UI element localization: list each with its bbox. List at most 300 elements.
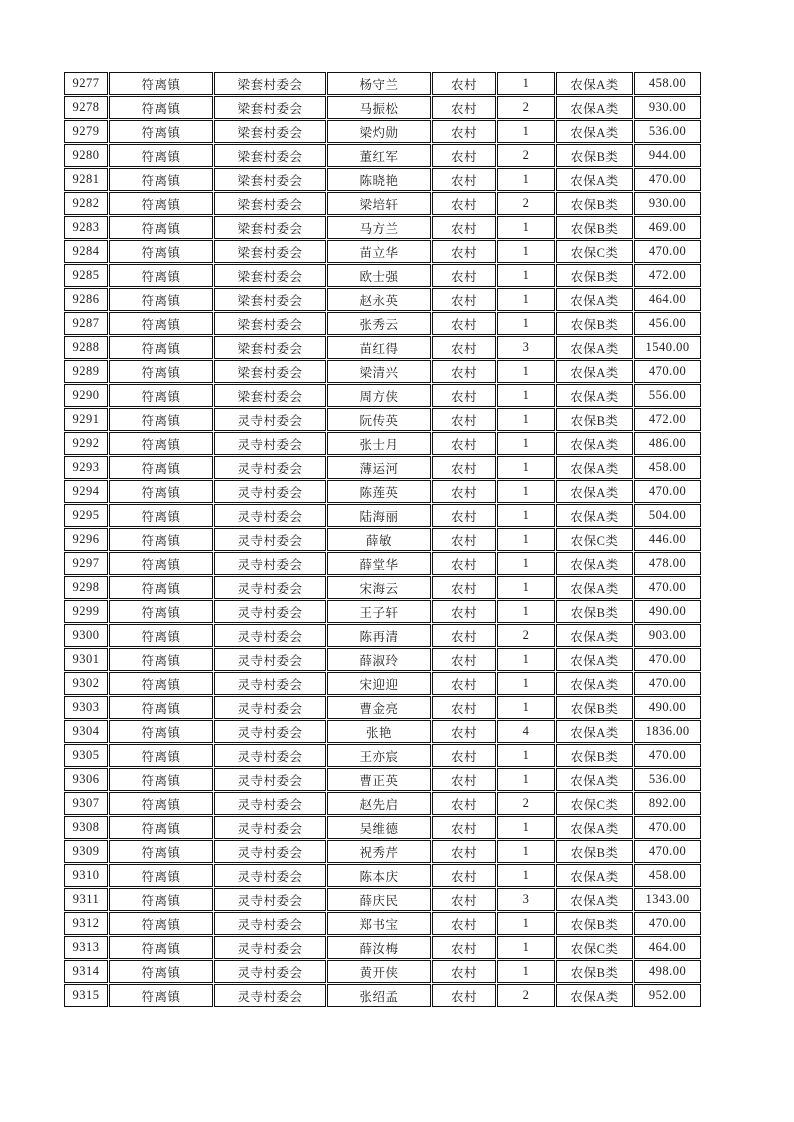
cell-category: 农保B类	[556, 216, 633, 239]
cell-category: 农保A类	[556, 72, 633, 95]
cell-id: 9288	[64, 336, 108, 359]
cell-count: 1	[497, 744, 555, 767]
cell-category: 农保A类	[556, 360, 633, 383]
table-row	[64, 192, 701, 215]
cell-residence: 农村	[432, 840, 496, 863]
cell-village: 灵寺村委会	[214, 936, 326, 959]
cell-id: 9283	[64, 216, 108, 239]
cell-category: 农保C类	[556, 528, 633, 551]
cell-name: 苗立华	[327, 240, 431, 263]
cell-amount: 472.00	[634, 408, 701, 431]
records-table	[63, 71, 702, 1008]
cell-count: 2	[497, 144, 555, 167]
cell-name: 陈再清	[327, 624, 431, 647]
cell-count: 1	[497, 456, 555, 479]
cell-residence: 农村	[432, 768, 496, 791]
cell-count: 1	[497, 696, 555, 719]
cell-village: 梁套村委会	[214, 240, 326, 263]
cell-id: 9303	[64, 696, 108, 719]
cell-residence: 农村	[432, 456, 496, 479]
cell-id: 9306	[64, 768, 108, 791]
cell-amount: 536.00	[634, 120, 701, 143]
cell-count: 1	[497, 360, 555, 383]
table-row	[64, 144, 701, 167]
cell-id: 9300	[64, 624, 108, 647]
cell-residence: 农村	[432, 336, 496, 359]
cell-id: 9293	[64, 456, 108, 479]
cell-amount: 458.00	[634, 864, 701, 887]
cell-amount: 464.00	[634, 936, 701, 959]
table-row	[64, 888, 701, 911]
table-row	[64, 384, 701, 407]
cell-count: 2	[497, 96, 555, 119]
table-row	[64, 792, 701, 815]
table-row	[64, 264, 701, 287]
cell-category: 农保A类	[556, 168, 633, 191]
cell-residence: 农村	[432, 744, 496, 767]
records-table-body	[64, 72, 701, 1007]
cell-count: 2	[497, 792, 555, 815]
cell-category: 农保A类	[556, 480, 633, 503]
cell-name: 杨守兰	[327, 72, 431, 95]
table-row	[64, 744, 701, 767]
cell-name: 宋迎迎	[327, 672, 431, 695]
cell-residence: 农村	[432, 216, 496, 239]
cell-town: 符离镇	[109, 312, 213, 335]
cell-id: 9280	[64, 144, 108, 167]
cell-amount: 470.00	[634, 240, 701, 263]
cell-name: 张秀云	[327, 312, 431, 335]
table-row	[64, 432, 701, 455]
cell-amount: 470.00	[634, 840, 701, 863]
cell-town: 符离镇	[109, 552, 213, 575]
cell-residence: 农村	[432, 672, 496, 695]
cell-amount: 470.00	[634, 360, 701, 383]
cell-village: 梁套村委会	[214, 264, 326, 287]
cell-town: 符离镇	[109, 888, 213, 911]
table-row	[64, 120, 701, 143]
cell-residence: 农村	[432, 816, 496, 839]
cell-village: 梁套村委会	[214, 192, 326, 215]
cell-town: 符离镇	[109, 792, 213, 815]
cell-name: 陆海丽	[327, 504, 431, 527]
cell-village: 梁套村委会	[214, 312, 326, 335]
cell-count: 1	[497, 432, 555, 455]
cell-amount: 952.00	[634, 984, 701, 1007]
cell-residence: 农村	[432, 936, 496, 959]
cell-amount: 556.00	[634, 384, 701, 407]
table-row	[64, 552, 701, 575]
cell-residence: 农村	[432, 96, 496, 119]
cell-id: 9296	[64, 528, 108, 551]
cell-town: 符离镇	[109, 576, 213, 599]
cell-town: 符离镇	[109, 912, 213, 935]
cell-amount: 470.00	[634, 672, 701, 695]
cell-id: 9290	[64, 384, 108, 407]
cell-name: 周方侠	[327, 384, 431, 407]
table-row	[64, 696, 701, 719]
table-row	[64, 312, 701, 335]
cell-village: 梁套村委会	[214, 72, 326, 95]
cell-village: 灵寺村委会	[214, 912, 326, 935]
cell-village: 灵寺村委会	[214, 408, 326, 431]
cell-count: 1	[497, 576, 555, 599]
cell-id: 9314	[64, 960, 108, 983]
cell-category: 农保A类	[556, 336, 633, 359]
cell-id: 9286	[64, 288, 108, 311]
cell-count: 1	[497, 552, 555, 575]
cell-id: 9278	[64, 96, 108, 119]
cell-amount: 903.00	[634, 624, 701, 647]
cell-id: 9277	[64, 72, 108, 95]
cell-name: 陈晓艳	[327, 168, 431, 191]
cell-category: 农保A类	[556, 504, 633, 527]
cell-village: 梁套村委会	[214, 120, 326, 143]
cell-count: 1	[497, 480, 555, 503]
cell-amount: 446.00	[634, 528, 701, 551]
cell-count: 1	[497, 504, 555, 527]
cell-amount: 456.00	[634, 312, 701, 335]
table-row	[64, 408, 701, 431]
cell-town: 符离镇	[109, 216, 213, 239]
cell-id: 9315	[64, 984, 108, 1007]
cell-residence: 农村	[432, 288, 496, 311]
cell-count: 1	[497, 864, 555, 887]
cell-residence: 农村	[432, 720, 496, 743]
cell-town: 符离镇	[109, 840, 213, 863]
cell-amount: 458.00	[634, 72, 701, 95]
cell-village: 灵寺村委会	[214, 480, 326, 503]
cell-category: 农保A类	[556, 888, 633, 911]
cell-count: 1	[497, 816, 555, 839]
cell-residence: 农村	[432, 312, 496, 335]
cell-name: 吴维德	[327, 816, 431, 839]
cell-count: 2	[497, 984, 555, 1007]
cell-count: 3	[497, 888, 555, 911]
cell-amount: 469.00	[634, 216, 701, 239]
cell-residence: 农村	[432, 192, 496, 215]
cell-count: 1	[497, 768, 555, 791]
cell-amount: 470.00	[634, 168, 701, 191]
cell-count: 1	[497, 384, 555, 407]
cell-village: 梁套村委会	[214, 288, 326, 311]
cell-village: 灵寺村委会	[214, 960, 326, 983]
cell-town: 符离镇	[109, 744, 213, 767]
cell-name: 宋海云	[327, 576, 431, 599]
cell-count: 4	[497, 720, 555, 743]
cell-town: 符离镇	[109, 480, 213, 503]
cell-village: 灵寺村委会	[214, 792, 326, 815]
cell-village: 灵寺村委会	[214, 720, 326, 743]
cell-residence: 农村	[432, 168, 496, 191]
cell-village: 灵寺村委会	[214, 456, 326, 479]
cell-name: 祝秀芹	[327, 840, 431, 863]
cell-name: 薄运河	[327, 456, 431, 479]
cell-town: 符离镇	[109, 624, 213, 647]
cell-category: 农保B类	[556, 408, 633, 431]
cell-id: 9282	[64, 192, 108, 215]
cell-amount: 470.00	[634, 576, 701, 599]
cell-residence: 农村	[432, 576, 496, 599]
cell-amount: 470.00	[634, 816, 701, 839]
cell-name: 薛堂华	[327, 552, 431, 575]
cell-id: 9301	[64, 648, 108, 671]
cell-name: 梁培轩	[327, 192, 431, 215]
table-row	[64, 600, 701, 623]
cell-category: 农保B类	[556, 600, 633, 623]
cell-village: 梁套村委会	[214, 384, 326, 407]
cell-id: 9279	[64, 120, 108, 143]
table-row	[64, 336, 701, 359]
cell-amount: 498.00	[634, 960, 701, 983]
cell-amount: 486.00	[634, 432, 701, 455]
cell-category: 农保A类	[556, 432, 633, 455]
cell-id: 9304	[64, 720, 108, 743]
cell-town: 符离镇	[109, 384, 213, 407]
cell-id: 9311	[64, 888, 108, 911]
cell-residence: 农村	[432, 360, 496, 383]
cell-count: 1	[497, 960, 555, 983]
cell-category: 农保B类	[556, 192, 633, 215]
cell-town: 符离镇	[109, 456, 213, 479]
cell-count: 1	[497, 408, 555, 431]
cell-village: 灵寺村委会	[214, 624, 326, 647]
cell-town: 符离镇	[109, 168, 213, 191]
cell-village: 灵寺村委会	[214, 984, 326, 1007]
cell-residence: 农村	[432, 408, 496, 431]
cell-residence: 农村	[432, 888, 496, 911]
cell-village: 梁套村委会	[214, 144, 326, 167]
cell-name: 薛汝梅	[327, 936, 431, 959]
table-row	[64, 576, 701, 599]
table-row	[64, 624, 701, 647]
cell-category: 农保A类	[556, 120, 633, 143]
cell-residence: 农村	[432, 696, 496, 719]
cell-residence: 农村	[432, 264, 496, 287]
cell-village: 梁套村委会	[214, 96, 326, 119]
cell-name: 薛敏	[327, 528, 431, 551]
cell-count: 1	[497, 312, 555, 335]
cell-name: 赵永英	[327, 288, 431, 311]
cell-name: 张艳	[327, 720, 431, 743]
cell-town: 符离镇	[109, 504, 213, 527]
cell-category: 农保B类	[556, 696, 633, 719]
cell-village: 灵寺村委会	[214, 552, 326, 575]
cell-category: 农保A类	[556, 768, 633, 791]
cell-village: 灵寺村委会	[214, 432, 326, 455]
cell-residence: 农村	[432, 240, 496, 263]
cell-id: 9298	[64, 576, 108, 599]
cell-village: 灵寺村委会	[214, 600, 326, 623]
cell-residence: 农村	[432, 864, 496, 887]
cell-category: 农保A类	[556, 96, 633, 119]
cell-count: 1	[497, 648, 555, 671]
cell-name: 张绍孟	[327, 984, 431, 1007]
cell-count: 1	[497, 216, 555, 239]
cell-town: 符离镇	[109, 408, 213, 431]
cell-name: 薛庆民	[327, 888, 431, 911]
table-row	[64, 936, 701, 959]
cell-residence: 农村	[432, 432, 496, 455]
cell-town: 符离镇	[109, 336, 213, 359]
table-row	[64, 72, 701, 95]
cell-id: 9297	[64, 552, 108, 575]
cell-name: 马振松	[327, 96, 431, 119]
cell-amount: 490.00	[634, 696, 701, 719]
cell-category: 农保A类	[556, 672, 633, 695]
cell-count: 3	[497, 336, 555, 359]
cell-amount: 470.00	[634, 912, 701, 935]
cell-residence: 农村	[432, 144, 496, 167]
cell-id: 9292	[64, 432, 108, 455]
table-row	[64, 96, 701, 119]
cell-village: 灵寺村委会	[214, 696, 326, 719]
cell-village: 灵寺村委会	[214, 648, 326, 671]
table-row	[64, 456, 701, 479]
table-row	[64, 240, 701, 263]
cell-village: 灵寺村委会	[214, 528, 326, 551]
cell-residence: 农村	[432, 480, 496, 503]
cell-name: 王亦宸	[327, 744, 431, 767]
cell-village: 灵寺村委会	[214, 504, 326, 527]
table-row	[64, 504, 701, 527]
cell-village: 梁套村委会	[214, 168, 326, 191]
cell-count: 1	[497, 912, 555, 935]
cell-category: 农保A类	[556, 648, 633, 671]
cell-village: 灵寺村委会	[214, 840, 326, 863]
cell-name: 陈莲英	[327, 480, 431, 503]
cell-residence: 农村	[432, 384, 496, 407]
cell-category: 农保B类	[556, 840, 633, 863]
cell-id: 9312	[64, 912, 108, 935]
cell-id: 9289	[64, 360, 108, 383]
cell-village: 灵寺村委会	[214, 576, 326, 599]
cell-residence: 农村	[432, 624, 496, 647]
cell-name: 曹金亮	[327, 696, 431, 719]
cell-id: 9284	[64, 240, 108, 263]
cell-residence: 农村	[432, 648, 496, 671]
cell-category: 农保B类	[556, 960, 633, 983]
table-row	[64, 768, 701, 791]
cell-town: 符离镇	[109, 648, 213, 671]
cell-id: 9291	[64, 408, 108, 431]
cell-name: 黄开侠	[327, 960, 431, 983]
cell-village: 灵寺村委会	[214, 816, 326, 839]
cell-id: 9287	[64, 312, 108, 335]
cell-town: 符离镇	[109, 144, 213, 167]
cell-residence: 农村	[432, 600, 496, 623]
cell-count: 1	[497, 288, 555, 311]
table-row	[64, 912, 701, 935]
cell-name: 阮传英	[327, 408, 431, 431]
table-row	[64, 216, 701, 239]
cell-name: 苗红得	[327, 336, 431, 359]
cell-id: 9281	[64, 168, 108, 191]
cell-village: 灵寺村委会	[214, 768, 326, 791]
cell-name: 张士月	[327, 432, 431, 455]
cell-residence: 农村	[432, 504, 496, 527]
cell-town: 符离镇	[109, 672, 213, 695]
table-row	[64, 288, 701, 311]
cell-town: 符离镇	[109, 864, 213, 887]
cell-id: 9307	[64, 792, 108, 815]
cell-town: 符离镇	[109, 816, 213, 839]
cell-count: 1	[497, 240, 555, 263]
cell-amount: 470.00	[634, 648, 701, 671]
cell-id: 9299	[64, 600, 108, 623]
cell-category: 农保A类	[556, 624, 633, 647]
cell-town: 符离镇	[109, 120, 213, 143]
cell-amount: 470.00	[634, 480, 701, 503]
cell-village: 梁套村委会	[214, 336, 326, 359]
cell-category: 农保B类	[556, 312, 633, 335]
table-row	[64, 816, 701, 839]
cell-amount: 1540.00	[634, 336, 701, 359]
cell-village: 梁套村委会	[214, 216, 326, 239]
cell-amount: 458.00	[634, 456, 701, 479]
cell-count: 1	[497, 600, 555, 623]
cell-count: 2	[497, 192, 555, 215]
table-row	[64, 840, 701, 863]
cell-name: 薛淑玲	[327, 648, 431, 671]
cell-count: 2	[497, 624, 555, 647]
cell-residence: 农村	[432, 792, 496, 815]
cell-category: 农保A类	[556, 456, 633, 479]
cell-category: 农保A类	[556, 288, 633, 311]
cell-village: 灵寺村委会	[214, 888, 326, 911]
cell-amount: 504.00	[634, 504, 701, 527]
cell-amount: 470.00	[634, 744, 701, 767]
cell-town: 符离镇	[109, 432, 213, 455]
cell-amount: 930.00	[634, 192, 701, 215]
cell-count: 1	[497, 672, 555, 695]
table-row	[64, 984, 701, 1007]
cell-category: 农保A类	[556, 552, 633, 575]
cell-town: 符离镇	[109, 192, 213, 215]
cell-category: 农保C类	[556, 936, 633, 959]
cell-name: 欧士强	[327, 264, 431, 287]
cell-name: 马方兰	[327, 216, 431, 239]
cell-amount: 944.00	[634, 144, 701, 167]
cell-town: 符离镇	[109, 696, 213, 719]
cell-town: 符离镇	[109, 984, 213, 1007]
cell-amount: 490.00	[634, 600, 701, 623]
cell-id: 9309	[64, 840, 108, 863]
cell-category: 农保B类	[556, 912, 633, 935]
cell-amount: 1343.00	[634, 888, 701, 911]
table-row	[64, 528, 701, 551]
cell-id: 9308	[64, 816, 108, 839]
cell-id: 9313	[64, 936, 108, 959]
cell-count: 1	[497, 168, 555, 191]
cell-name: 曹正英	[327, 768, 431, 791]
cell-town: 符离镇	[109, 936, 213, 959]
table-row	[64, 672, 701, 695]
cell-count: 1	[497, 528, 555, 551]
cell-count: 1	[497, 936, 555, 959]
cell-id: 9294	[64, 480, 108, 503]
cell-category: 农保A类	[556, 864, 633, 887]
cell-id: 9285	[64, 264, 108, 287]
cell-town: 符离镇	[109, 600, 213, 623]
cell-amount: 930.00	[634, 96, 701, 119]
cell-count: 1	[497, 264, 555, 287]
cell-amount: 478.00	[634, 552, 701, 575]
cell-category: 农保C类	[556, 240, 633, 263]
cell-town: 符离镇	[109, 264, 213, 287]
cell-category: 农保C类	[556, 792, 633, 815]
cell-count: 1	[497, 72, 555, 95]
